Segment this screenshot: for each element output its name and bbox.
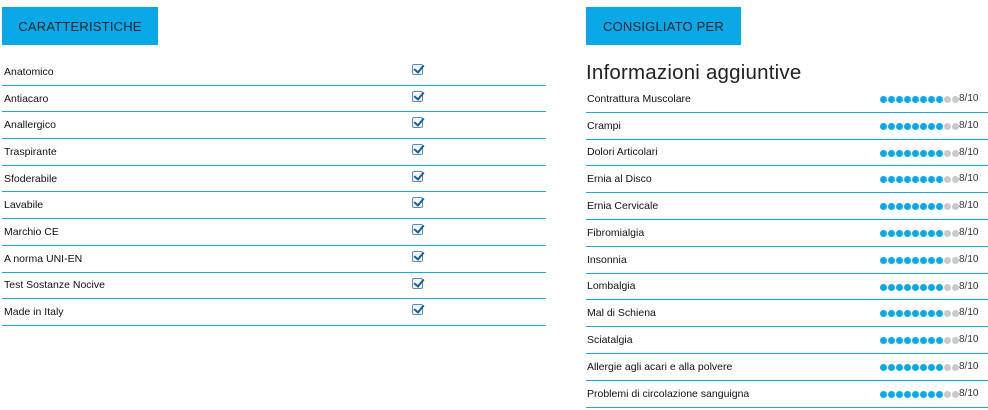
rating-dot-filled	[904, 391, 911, 398]
rating-dot-filled	[936, 257, 943, 264]
rating-dot-filled	[880, 391, 887, 398]
rating-dots	[880, 150, 959, 157]
recommended-label: Mal di Schiena	[587, 307, 656, 320]
rating-dot-empty	[944, 257, 951, 264]
rating-dot-empty	[952, 257, 959, 264]
rating-score: 8/10	[959, 93, 979, 104]
rating-dot-empty	[944, 337, 951, 344]
checkmark-icon	[412, 304, 423, 315]
rating-dot-filled	[936, 391, 943, 398]
feature-label: Marchio CE	[4, 225, 59, 238]
rating-dots	[880, 203, 959, 210]
rating-dot-filled	[896, 257, 903, 264]
rating-dot-filled	[896, 96, 903, 103]
rating-dot-filled	[912, 337, 919, 344]
rating-score: 8/10	[959, 307, 979, 319]
rating-dot-filled	[936, 337, 943, 344]
rating-dot-filled	[920, 203, 927, 210]
rating-dot-filled	[896, 364, 903, 371]
rating-score: 8/10	[959, 360, 979, 372]
recommended-label: Dolori Articolari	[587, 146, 658, 159]
rating-dot-filled	[880, 310, 887, 317]
rating-dot-empty	[952, 176, 959, 183]
rating-dot-filled	[912, 230, 919, 237]
recommended-label: Fibromialgia	[587, 226, 645, 239]
feature-label: Sfoderabile	[4, 172, 58, 185]
rating-dot-filled	[928, 123, 935, 130]
rating-dot-empty	[952, 310, 959, 317]
rating-dot-empty	[952, 230, 959, 237]
rating-dot-filled	[928, 150, 935, 157]
rating-dot-filled	[912, 150, 919, 157]
recommended-row	[586, 354, 988, 381]
rating-dot-filled	[936, 230, 943, 237]
rating-dot-filled	[920, 391, 927, 398]
checkmark-icon	[412, 224, 423, 235]
rating-dot-empty	[952, 337, 959, 344]
rating-score: 8/10	[959, 334, 979, 346]
rating-dots	[880, 284, 959, 291]
rating-dot-filled	[896, 284, 903, 291]
rating-dot-filled	[912, 203, 919, 210]
rating-dot-empty	[952, 123, 959, 130]
recommended-row	[586, 381, 988, 408]
feature-label: Antiacaro	[4, 92, 49, 105]
rating-dot-empty	[952, 391, 959, 398]
rating-dot-filled	[888, 123, 895, 130]
recommended-row	[586, 247, 988, 274]
recommended-row	[586, 193, 988, 220]
checkmark-icon	[412, 171, 423, 182]
tab-caratteristiche[interactable]: CARATTERISTICHE	[2, 7, 158, 45]
feature-row	[2, 192, 546, 219]
feature-label: A norma UNI-EN	[4, 252, 83, 265]
rating-dot-filled	[936, 96, 943, 103]
feature-label: Traspirante	[4, 145, 57, 158]
rating-score: 8/10	[959, 146, 979, 158]
rating-dot-filled	[936, 203, 943, 210]
rating-dot-filled	[904, 310, 911, 317]
rating-dot-empty	[944, 230, 951, 237]
rating-dot-filled	[896, 176, 903, 183]
rating-dots	[880, 230, 959, 237]
rating-dot-filled	[912, 123, 919, 130]
rating-score: 8/10	[959, 387, 979, 399]
rating-dot-filled	[896, 230, 903, 237]
tab-consigliato-per[interactable]: CONSIGLIATO PER	[586, 7, 741, 45]
rating-dot-filled	[880, 337, 887, 344]
recommended-row	[586, 220, 988, 247]
rating-dot-filled	[888, 150, 895, 157]
rating-dot-filled	[896, 310, 903, 317]
rating-dot-empty	[944, 203, 951, 210]
rating-dot-empty	[952, 150, 959, 157]
rating-dot-filled	[880, 203, 887, 210]
rating-dots	[880, 337, 959, 344]
rating-dot-filled	[920, 310, 927, 317]
rating-dot-filled	[920, 176, 927, 183]
rating-dot-empty	[952, 203, 959, 210]
rating-dot-filled	[920, 364, 927, 371]
feature-row	[2, 299, 546, 326]
rating-dot-filled	[920, 337, 927, 344]
feature-row	[2, 139, 546, 166]
rating-dot-filled	[896, 150, 903, 157]
recommended-label: Lombalgia	[587, 280, 636, 293]
rating-dot-filled	[920, 150, 927, 157]
rating-dot-filled	[896, 123, 903, 130]
recommended-label: Allergie agli acari e alla polvere	[587, 360, 733, 373]
recommended-label: Ernia Cervicale	[587, 200, 659, 213]
rating-dot-filled	[936, 284, 943, 291]
rating-dot-filled	[880, 123, 887, 130]
rating-dot-filled	[912, 284, 919, 291]
checkmark-icon	[412, 278, 423, 289]
rating-dot-filled	[904, 284, 911, 291]
rating-score: 8/10	[959, 253, 979, 265]
rating-dot-empty	[944, 150, 951, 157]
rating-score: 8/10	[959, 200, 979, 212]
rating-dot-filled	[888, 310, 895, 317]
rating-dot-filled	[920, 257, 927, 264]
features-list	[2, 59, 546, 326]
rating-dot-filled	[928, 176, 935, 183]
rating-dot-filled	[904, 123, 911, 130]
rating-dot-filled	[896, 337, 903, 344]
rating-dot-filled	[928, 96, 935, 103]
recommended-panel	[586, 59, 988, 408]
rating-dot-filled	[912, 391, 919, 398]
rating-dot-filled	[928, 364, 935, 371]
recommended-row	[586, 86, 988, 113]
rating-dot-filled	[888, 391, 895, 398]
rating-dot-empty	[944, 123, 951, 130]
rating-dot-filled	[880, 257, 887, 264]
rating-dot-filled	[920, 96, 927, 103]
rating-dot-filled	[936, 123, 943, 130]
rating-dot-filled	[888, 176, 895, 183]
recommended-label: Contrattura Muscolare	[587, 92, 691, 105]
rating-dot-filled	[912, 257, 919, 264]
rating-dot-filled	[928, 230, 935, 237]
rating-dot-empty	[944, 391, 951, 398]
recommended-row	[586, 274, 988, 301]
recommended-list	[586, 86, 988, 408]
recommended-label: Sciatalgia	[587, 334, 633, 347]
rating-dot-filled	[928, 391, 935, 398]
rating-dot-empty	[952, 96, 959, 103]
rating-dot-filled	[928, 257, 935, 264]
rating-dots	[880, 123, 959, 130]
feature-row	[2, 219, 546, 246]
recommended-row	[586, 327, 988, 354]
rating-dot-filled	[928, 203, 935, 210]
rating-dot-filled	[912, 176, 919, 183]
rating-dots	[880, 364, 959, 371]
feature-row	[2, 59, 546, 86]
rating-dot-filled	[888, 257, 895, 264]
checkmark-icon	[412, 144, 423, 155]
rating-score: 8/10	[959, 280, 979, 292]
feature-row	[2, 112, 546, 139]
rating-dot-filled	[904, 257, 911, 264]
rating-dot-filled	[888, 230, 895, 237]
rating-dot-filled	[896, 391, 903, 398]
checkmark-icon	[412, 64, 423, 75]
rating-dots	[880, 257, 959, 264]
rating-dot-filled	[880, 230, 887, 237]
recommended-row	[586, 113, 988, 140]
rating-score: 8/10	[959, 226, 979, 238]
rating-dot-filled	[936, 364, 943, 371]
rating-dot-filled	[912, 364, 919, 371]
rating-dots	[880, 96, 959, 103]
rating-dot-empty	[944, 96, 951, 103]
rating-dot-filled	[880, 284, 887, 291]
feature-label: Anallergico	[4, 119, 56, 132]
checkmark-icon	[412, 91, 423, 102]
rating-dot-filled	[880, 150, 887, 157]
feature-row	[2, 246, 546, 273]
rating-dot-filled	[920, 284, 927, 291]
checkmark-icon	[412, 197, 423, 208]
section-title: Informazioni aggiuntive	[586, 61, 802, 84]
rating-dot-filled	[928, 310, 935, 317]
rating-dot-filled	[880, 176, 887, 183]
rating-dot-filled	[912, 310, 919, 317]
rating-dots	[880, 310, 959, 317]
feature-label: Anatomico	[4, 65, 54, 78]
rating-dot-filled	[904, 203, 911, 210]
rating-dot-filled	[920, 230, 927, 237]
checkmark-icon	[412, 117, 423, 128]
rating-dots	[880, 391, 959, 398]
rating-dots	[880, 176, 959, 183]
rating-dot-filled	[904, 176, 911, 183]
rating-dot-filled	[904, 230, 911, 237]
rating-dot-filled	[904, 364, 911, 371]
rating-dot-filled	[896, 203, 903, 210]
feature-label: Test Sostanze Nocive	[4, 279, 105, 292]
rating-score: 8/10	[959, 173, 979, 185]
recommended-label: Ernia al Disco	[587, 173, 652, 186]
rating-dot-filled	[904, 150, 911, 157]
rating-dot-filled	[888, 96, 895, 103]
rating-dot-filled	[936, 310, 943, 317]
recommended-label: Problemi di circolazione sanguigna	[587, 387, 750, 400]
recommended-row	[586, 166, 988, 193]
feature-row	[2, 273, 546, 300]
rating-dot-empty	[944, 176, 951, 183]
rating-dot-filled	[880, 364, 887, 371]
rating-dot-filled	[912, 96, 919, 103]
feature-row	[2, 86, 546, 113]
rating-score: 8/10	[959, 119, 979, 131]
rating-dot-empty	[952, 364, 959, 371]
feature-label: Made in Italy	[4, 306, 64, 319]
rating-dot-filled	[880, 96, 887, 103]
rating-dot-filled	[936, 176, 943, 183]
checkmark-icon	[412, 251, 423, 262]
rating-dot-filled	[928, 337, 935, 344]
rating-dot-filled	[888, 337, 895, 344]
rating-dot-filled	[888, 284, 895, 291]
feature-label: Lavabile	[4, 199, 44, 212]
recommended-label: Insonnia	[587, 253, 627, 266]
rating-dot-filled	[904, 96, 911, 103]
rating-dot-empty	[952, 284, 959, 291]
rating-dot-filled	[888, 203, 895, 210]
rating-dot-empty	[944, 364, 951, 371]
rating-dot-filled	[920, 123, 927, 130]
rating-dot-filled	[928, 284, 935, 291]
rating-dot-empty	[944, 284, 951, 291]
rating-dot-filled	[888, 364, 895, 371]
rating-dot-filled	[936, 150, 943, 157]
recommended-label: Crampi	[587, 119, 621, 132]
rating-dot-empty	[944, 310, 951, 317]
recommended-row	[586, 140, 988, 167]
recommended-row	[586, 300, 988, 327]
rating-dot-filled	[904, 337, 911, 344]
feature-row	[2, 166, 546, 193]
